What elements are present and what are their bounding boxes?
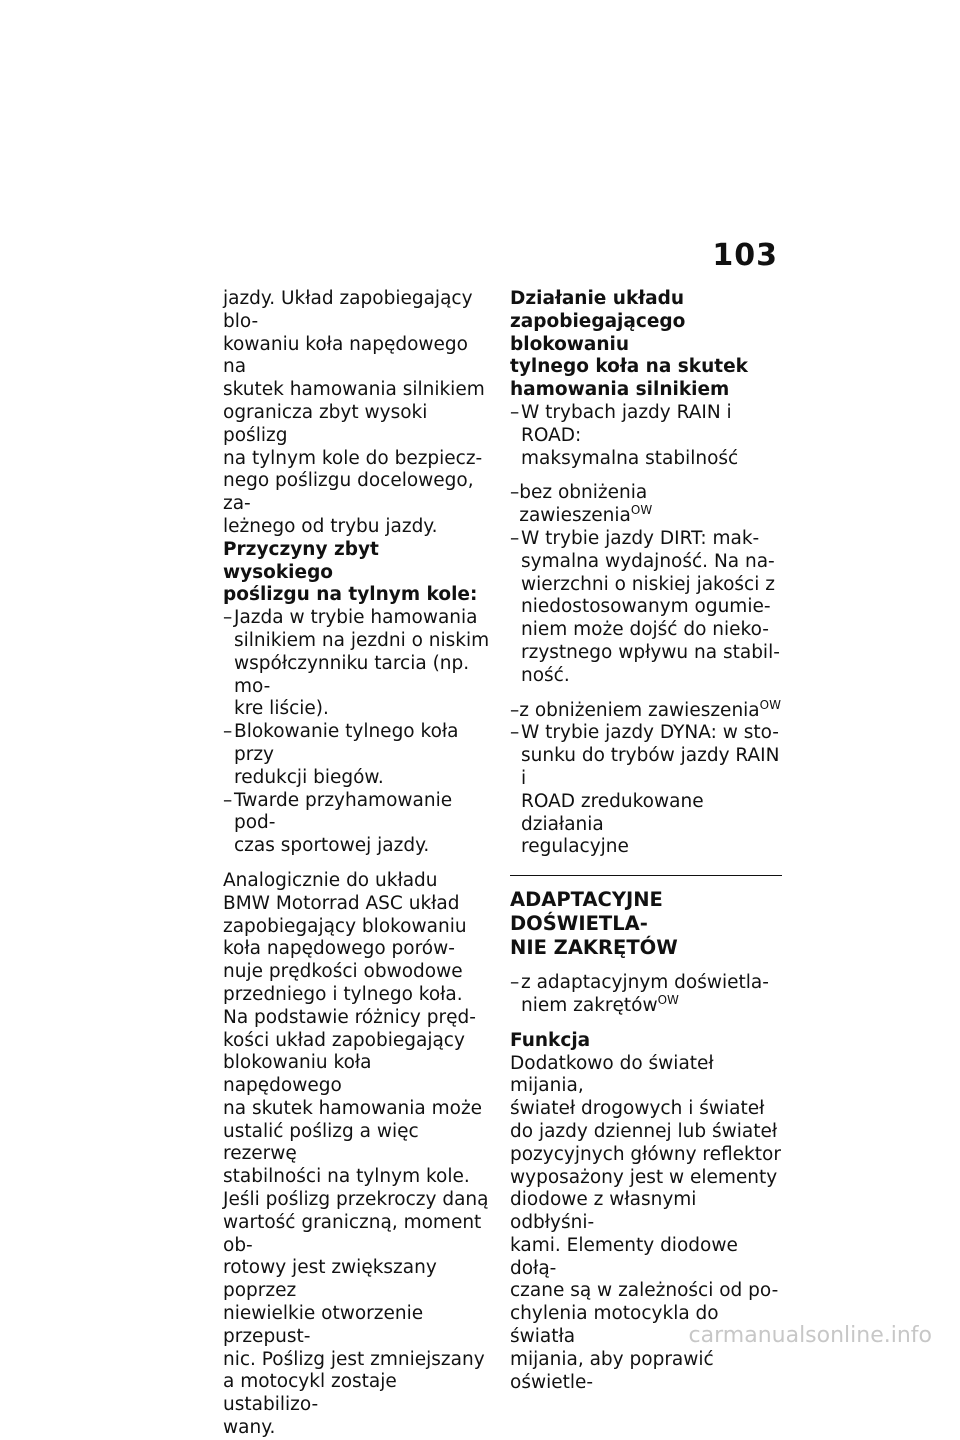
list-item: [223, 721, 495, 789]
dash-marker: –: [510, 972, 520, 994]
list-item: [223, 607, 495, 721]
ow-marker: OW: [657, 992, 679, 1007]
funkcja-paragraph: Dodatkowo do świateł mijania, świateł drogowych i świateł do jazdy dziennej lub świateł pozycyjnych główny reflektor wyposażony jest w elementy diodowe z własnymi odbłyśni- kami. Elementy diodowe dołą- czane są w zależności od po- chylenia motocykla do światła mijania, aby poprawić oświetle-: [510, 1052, 781, 1393]
list-item-text: W trybie jazdy DIRT: mak- symalna wydajność. Na na- wierzchni o niskiej jakości z niedostosowanym ogumie- niem może dojść do nieko- rzystnego wpływu na stabil- ność.: [521, 527, 780, 686]
list-item: [510, 972, 782, 1018]
dash-marker: –: [510, 722, 520, 744]
list-item-text: bez obniżenia zawieszenia: [519, 482, 648, 527]
intro-paragraph: jazdy. Układ zapobiegający blo- kowaniu koła napędowego na skutek hamowania silnikiem ogranicza zbyt wysoki poślizg na tylnym kole do bezpiecz- nego poślizgu docelowego, za- leżnego od trybu jazdy.: [223, 288, 485, 537]
list-item: [223, 790, 495, 858]
causes-list: [223, 607, 495, 858]
dash-marker: –: [510, 699, 520, 721]
list-item-text: W trybach jazdy RAIN i ROAD: maksymalna stabilność: [521, 401, 739, 469]
causes-heading: Przyczyny zbyt wysokiego poślizgu na tylnym kole:: [223, 538, 478, 606]
list-item: [510, 722, 782, 859]
list-item: [510, 697, 782, 723]
list-item-text: z adaptacyjnym doświetla- niem zakrętów: [521, 972, 769, 1016]
list-item-text: W trybie jazdy DYNA: w sto- sunku do trybów jazdy RAIN i ROAD zredukowane działania regulacyjne: [521, 722, 780, 858]
page-number: 103: [712, 238, 778, 273]
list-item: [510, 402, 782, 470]
dash-marker: –: [223, 789, 233, 811]
list-item: [510, 482, 782, 528]
right-column: [510, 288, 782, 1394]
dash-marker: –: [223, 721, 233, 743]
ow-marker: OW: [759, 697, 781, 712]
list-item-text: Twarde przyhamowanie pod- czas sportowej jazdy.: [234, 789, 453, 857]
list-item: [510, 528, 782, 688]
dash-marker: –: [510, 527, 520, 549]
ow-marker: OW: [630, 503, 653, 518]
list-item-text: z obniżeniem zawieszenia: [519, 699, 760, 721]
funkcja-heading: Funkcja: [510, 1029, 591, 1051]
asc-paragraph: Analogicznie do układu BMW Motorrad ASC układ zapobiegający blokowaniu koła napędowego porów- nuje prędkości obwodowe przedniego i tylnego koła. Na podstawie różnicy pręd- kości układ zapobiegający blokowaniu koła napędowego na skutek hamowania może ustalić poślizg a więc rezerwę stabilności na tylnym kole. Jeśli poślizg przekroczy daną wartość graniczną, moment ob- rotowy jest zwiększany poprzez niewielkie otworzenie przepust- nic. Poślizg jest zmniejszany a motocykl zostaje ustabilizo- wany.: [223, 869, 489, 1439]
dash-marker: –: [510, 401, 520, 423]
dash-marker: –: [223, 607, 233, 629]
left-column: [223, 288, 495, 1440]
watermark: carmanualsonline.info: [688, 1323, 932, 1348]
dash-marker: –: [510, 482, 520, 504]
list-item-text: Blokowanie tylnego koła przy redukcji biegów.: [234, 721, 459, 788]
section-divider: [510, 875, 782, 876]
list-item-text: Jazda w trybie hamowania silnikiem na jezdni o niskim współczynniku tarcia (np. mo- kre liście).: [234, 607, 490, 720]
function-heading: Działanie układu zapobiegającego blokowaniu tylnego koła na skutek hamowania silnikiem: [510, 288, 748, 401]
section-title: ADAPTACYJNE DOŚWIETLA- NIE ZAKRĘTÓW: [510, 888, 678, 960]
